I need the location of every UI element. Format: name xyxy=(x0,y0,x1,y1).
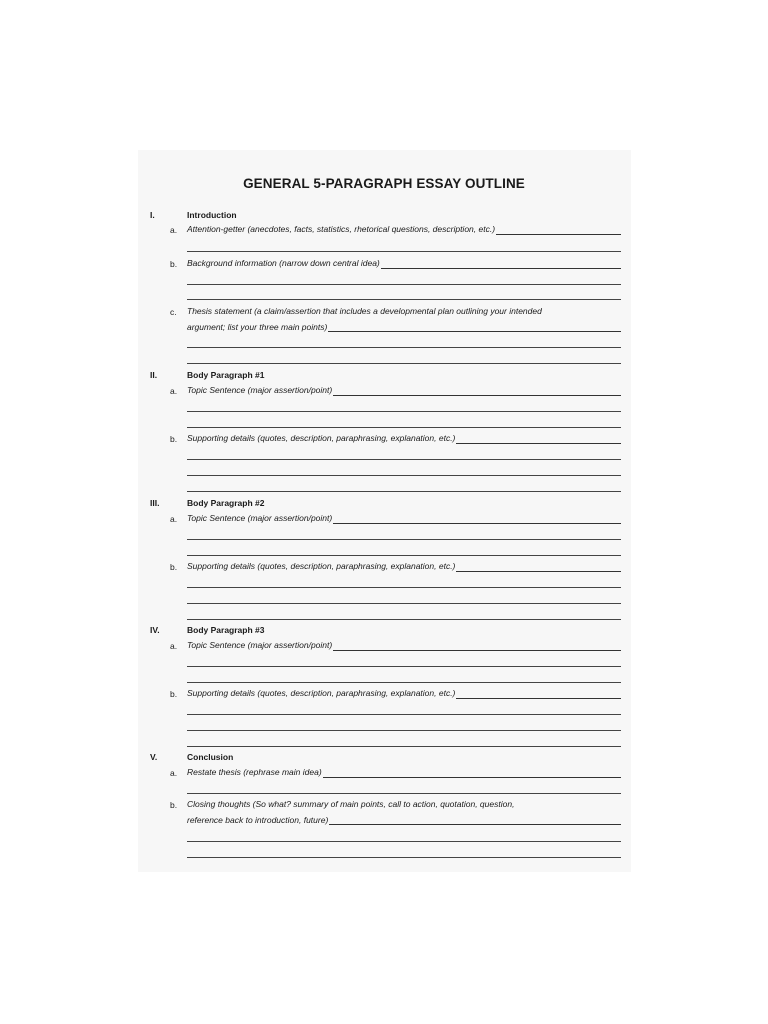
answer-line[interactable] xyxy=(456,571,621,572)
item-supporting-details: Supporting details (quotes, description, paraphrasing, explanation, etc.) xyxy=(187,559,621,575)
section-numeral-3: III. xyxy=(150,498,160,508)
item-closing-thoughts: Closing thoughts (So what? summary of main points, call to action, quotation, question, reference back to introduction, future) xyxy=(187,797,621,828)
answer-line[interactable] xyxy=(187,746,621,747)
item-topic-sentence: Topic Sentence (major assertion/point) xyxy=(187,383,621,399)
answer-line[interactable] xyxy=(187,793,621,794)
section-numeral-2: II. xyxy=(150,370,158,380)
answer-line[interactable] xyxy=(187,475,621,476)
answer-line[interactable] xyxy=(329,824,621,825)
answer-line[interactable] xyxy=(456,443,621,444)
item-letter: c. xyxy=(170,307,177,317)
answer-line[interactable] xyxy=(381,268,621,269)
answer-line[interactable] xyxy=(187,619,621,620)
answer-line[interactable] xyxy=(456,698,621,699)
item-topic-sentence: Topic Sentence (major assertion/point) xyxy=(187,638,621,654)
answer-line[interactable] xyxy=(333,395,621,396)
answer-line[interactable] xyxy=(333,523,621,524)
answer-line[interactable] xyxy=(187,539,621,540)
item-thesis-statement: Thesis statement (a claim/assertion that includes a developmental plan outlining your intended argument; list your three main points) xyxy=(187,304,621,335)
answer-line[interactable] xyxy=(187,730,621,731)
answer-line[interactable] xyxy=(323,777,621,778)
item-letter: b. xyxy=(170,800,178,810)
section-numeral-5: V. xyxy=(150,752,158,762)
answer-line[interactable] xyxy=(328,331,621,332)
section-heading-body-paragraph-3: Body Paragraph #3 xyxy=(187,625,265,635)
item-supporting-details: Supporting details (quotes, description, paraphrasing, explanation, etc.) xyxy=(187,686,621,702)
item-letter: b. xyxy=(170,562,178,572)
item-letter: a. xyxy=(170,386,178,396)
item-attention-getter: Attention-getter (anecdotes, facts, statistics, rhetorical questions, description, etc.) xyxy=(187,222,621,238)
item-letter: b. xyxy=(170,689,178,699)
answer-line[interactable] xyxy=(187,491,621,492)
item-background-information: Background information (narrow down central idea) xyxy=(187,256,621,272)
section-numeral-1: I. xyxy=(150,210,155,220)
answer-line[interactable] xyxy=(187,603,621,604)
answer-line[interactable] xyxy=(187,555,621,556)
answer-line[interactable] xyxy=(187,251,621,252)
answer-line[interactable] xyxy=(187,363,621,364)
answer-line[interactable] xyxy=(187,666,621,667)
item-supporting-details: Supporting details (quotes, description, paraphrasing, explanation, etc.) xyxy=(187,431,621,447)
answer-line[interactable] xyxy=(187,299,621,300)
answer-line[interactable] xyxy=(187,411,621,412)
answer-line[interactable] xyxy=(187,857,621,858)
answer-line[interactable] xyxy=(333,650,621,651)
item-letter: a. xyxy=(170,768,178,778)
section-heading-body-paragraph-2: Body Paragraph #2 xyxy=(187,498,265,508)
answer-line[interactable] xyxy=(187,347,621,348)
answer-line[interactable] xyxy=(187,459,621,460)
item-restate-thesis: Restate thesis (rephrase main idea) xyxy=(187,765,621,781)
item-letter: b. xyxy=(170,259,178,269)
item-letter: b. xyxy=(170,434,178,444)
item-letter: a. xyxy=(170,225,178,235)
section-heading-body-paragraph-1: Body Paragraph #1 xyxy=(187,370,265,380)
item-topic-sentence: Topic Sentence (major assertion/point) xyxy=(187,511,621,527)
answer-line[interactable] xyxy=(187,682,621,683)
item-letter: a. xyxy=(170,641,178,651)
item-letter: a. xyxy=(170,514,178,524)
answer-line[interactable] xyxy=(187,587,621,588)
document-title: GENERAL 5-PARAGRAPH ESSAY OUTLINE xyxy=(243,176,525,191)
answer-line[interactable] xyxy=(187,841,621,842)
section-numeral-4: IV. xyxy=(150,625,160,635)
section-heading-conclusion: Conclusion xyxy=(187,752,234,762)
answer-line[interactable] xyxy=(187,714,621,715)
answer-line[interactable] xyxy=(187,284,621,285)
answer-line[interactable] xyxy=(187,427,621,428)
answer-line[interactable] xyxy=(496,234,621,235)
section-heading-introduction: Introduction xyxy=(187,210,237,220)
